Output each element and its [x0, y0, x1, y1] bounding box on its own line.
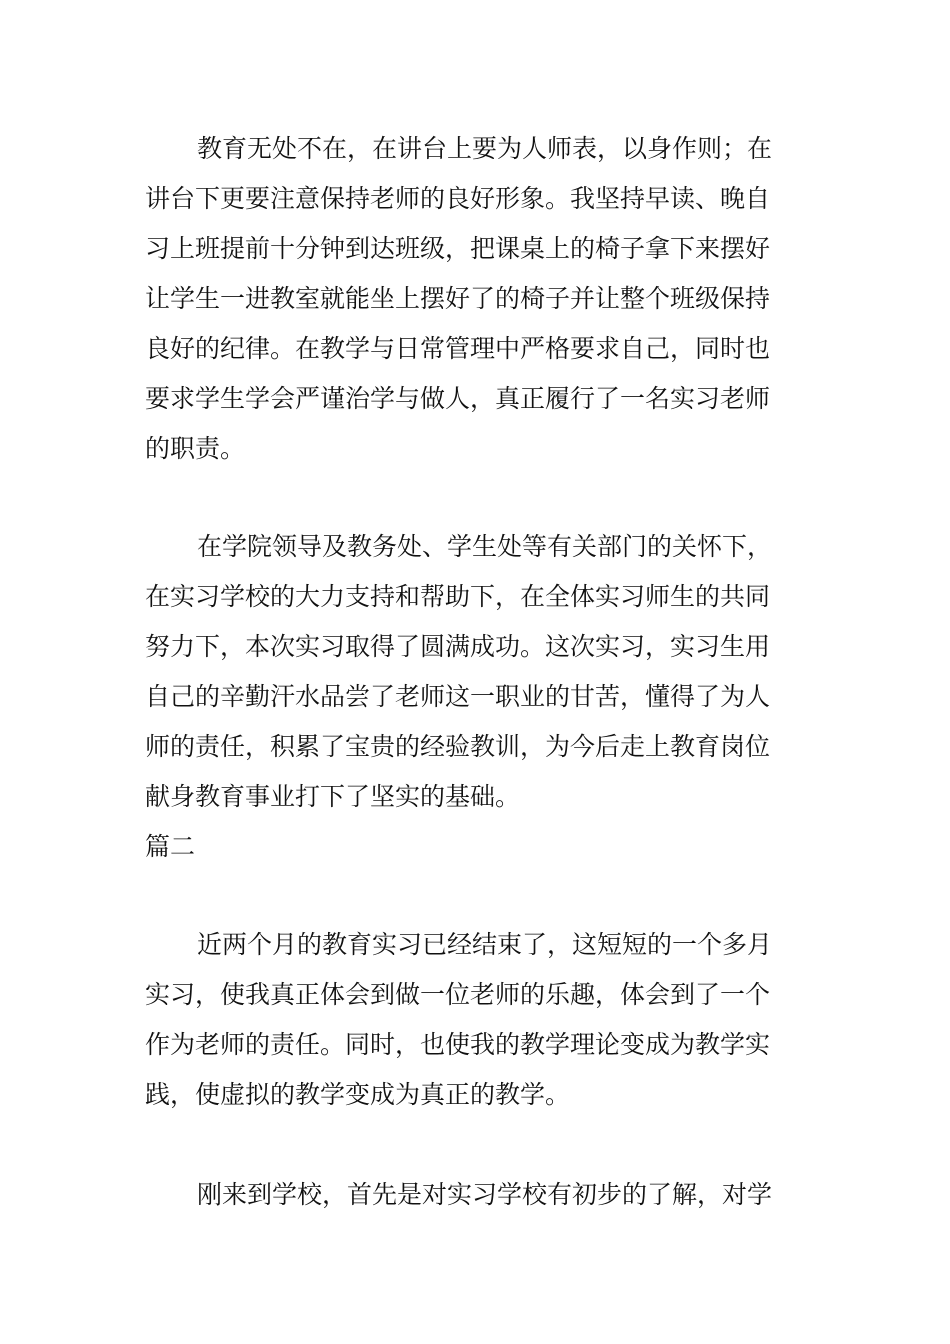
paragraph-line: 努力下，本次实习取得了圆满成功。这次实习，实习生用 — [145, 632, 771, 661]
paragraph-1 — [145, 124, 810, 474]
paragraph-line: 教育无处不在，在讲台上要为人师表，以身作则；在 — [197, 134, 773, 163]
paragraph-3 — [145, 920, 810, 1120]
section-heading — [145, 822, 810, 872]
paragraph-line: 践，使虚拟的教学变成为真正的教学。 — [145, 1080, 571, 1109]
paragraph-line: 师的责任，积累了宝贵的经验教训，为今后走上教育岗位 — [145, 732, 771, 761]
paragraph-line: 要求学生学会严谨治学与做人，真正履行了一名实习老师 — [145, 384, 771, 413]
paragraph-line: 实习，使我真正体会到做一位老师的乐趣，体会到了一个 — [145, 980, 771, 1009]
paragraph-line: 近两个月的教育实习已经结束了，这短短的一个多月 — [197, 930, 773, 959]
paragraph-line: 在实习学校的大力支持和帮助下，在全体实习师生的共同 — [145, 582, 771, 611]
paragraph-line: 刚来到学校，首先是对实习学校有初步的了解，对学 — [197, 1180, 773, 1209]
paragraph-line: 在学院领导及教务处、学生处等有关部门的关怀下， — [197, 532, 773, 561]
paragraph-line: 讲台下更要注意保持老师的良好形象。我坚持早读、晚自 — [145, 184, 771, 213]
paragraph-line: 良好的纪律。在教学与日常管理中严格要求自己，同时也 — [145, 334, 771, 363]
paragraph-line: 自己的辛勤汗水品尝了老师这一职业的甘苦，懂得了为人 — [145, 682, 771, 711]
paragraph-line: 作为老师的责任。同时，也使我的教学理论变成为教学实 — [145, 1030, 771, 1059]
paragraph-2 — [145, 522, 810, 822]
paragraph-line: 的职责。 — [145, 434, 246, 463]
paragraph-4 — [145, 1170, 810, 1220]
paragraph-line: 习上班提前十分钟到达班级，把课桌上的椅子拿下来摆好 — [145, 234, 771, 263]
paragraph-line: 让学生一进教室就能坐上摆好了的椅子并让整个班级保持 — [145, 284, 771, 313]
section-title: 篇二 — [145, 832, 196, 861]
paragraph-line: 献身教育事业打下了坚实的基础。 — [145, 782, 521, 811]
